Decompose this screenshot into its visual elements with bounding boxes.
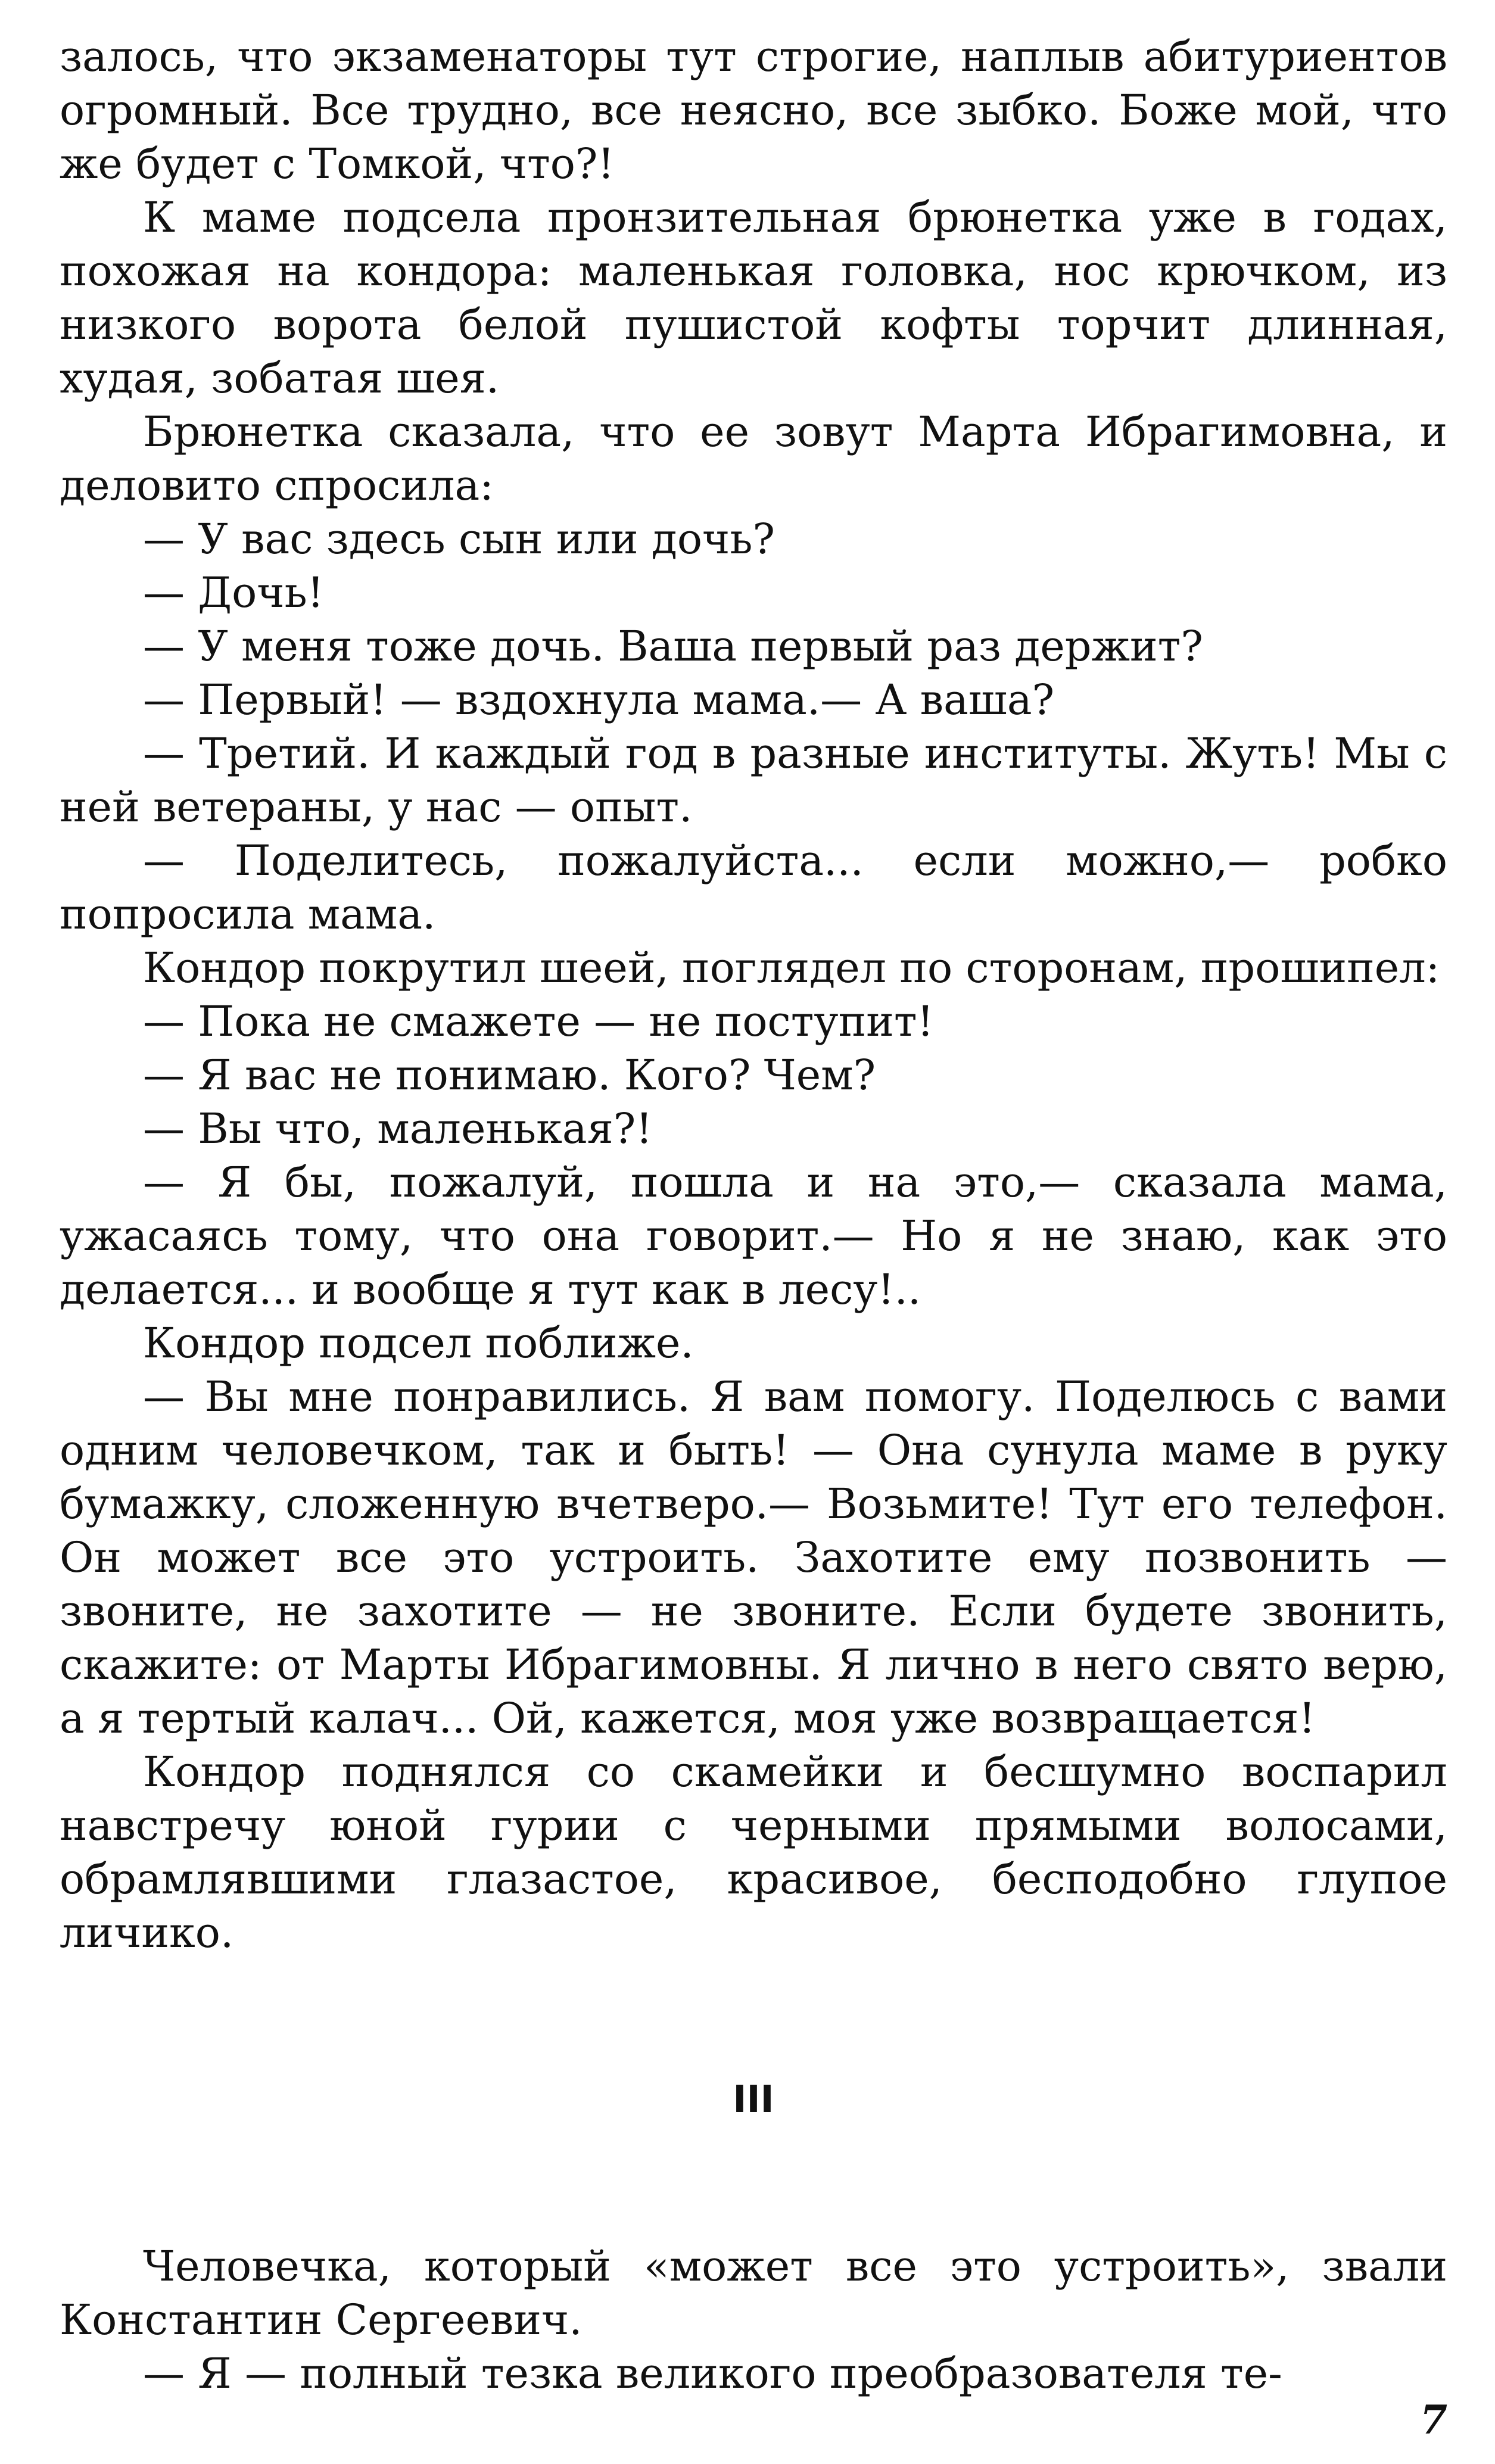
- page-number: 7: [1420, 2397, 1447, 2443]
- paragraph: Человечка, который «может все это устроить», звали Константин Сергеевич.: [60, 2242, 1447, 2344]
- paragraph: Кондор подсел поближе.: [143, 1319, 694, 1367]
- dialogue-line: — Пока не смажете — не поступит!: [143, 997, 934, 1046]
- paragraph: Кондор поднялся со скамейки и бесшумно воспарил навстречу юной гурии с черными прямыми волосами, обрамлявшими глазастое, красивое, бесподобно глупое личико.: [60, 1747, 1447, 1957]
- dialogue-line: — Третий. И каждый год в разные институты. Жуть! Мы с ней ветераны, у нас — опыт.: [60, 729, 1447, 831]
- dialogue-line: — У меня тоже дочь. Ваша первый раз держит?: [143, 622, 1203, 671]
- dialogue-line: — Я вас не понимаю. Кого? Чем?: [143, 1051, 876, 1099]
- paragraph: Кондор покрутил шеей, поглядел по сторонам, прошипел:: [143, 943, 1440, 992]
- dialogue-line: — Я бы, пожалуй, пошла и на это,— сказала мама, ужасаясь тому, что она говорит.— Но я не знаю, как это делается... и вообще я тут как в лесу!..: [60, 1158, 1447, 1314]
- dialogue-line: — Вы что, маленькая?!: [143, 1104, 653, 1153]
- dialogue-line: — У вас здесь сын или дочь?: [143, 515, 775, 563]
- paragraph: залось, что экзаменаторы тут строгие, наплыв абитуриентов огромный. Все трудно, все неясно, все зыбко. Боже мой, что же будет с Томкой, что?!: [60, 32, 1447, 188]
- dialogue-line: — Дочь!: [143, 568, 324, 617]
- section-heading: III: [733, 2077, 774, 2121]
- page-text: [60, 30, 1447, 2400]
- dialogue-line: — Вы мне понравились. Я вам помогу. Поделюсь с вами одним человечком, так и быть! — Она сунула маме в руку бумажку, сложенную вчетверо.— Возьмите! Тут его телефон. Он может все это устроить. Захотите ему позвонить — звоните, не захотите — не звоните. Если будете звонить, скажите: от Марты Ибрагимовны. Я лично в него свято верю, а я тертый калач... Ой, кажется, моя уже возвращается!: [60, 1372, 1447, 1743]
- dialogue-line: — Первый! — вздохнула мама.— А ваша?: [143, 675, 1055, 724]
- dialogue-line: — Я — полный тезка великого преобразователя те-: [143, 2349, 1282, 2398]
- dialogue-line: — Поделитесь, пожалуйста... если можно,— робко попросила мама.: [60, 836, 1447, 939]
- paragraph: Брюнетка сказала, что ее зовут Марта Ибрагимовна, и деловито спросила:: [60, 407, 1447, 510]
- paragraph: К маме подсела пронзительная брюнетка уже в годах, похожая на кондора: маленькая головка, нос крючком, из низкого ворота белой пушистой кофты торчит длинная, худая, зобатая шея.: [60, 193, 1447, 403]
